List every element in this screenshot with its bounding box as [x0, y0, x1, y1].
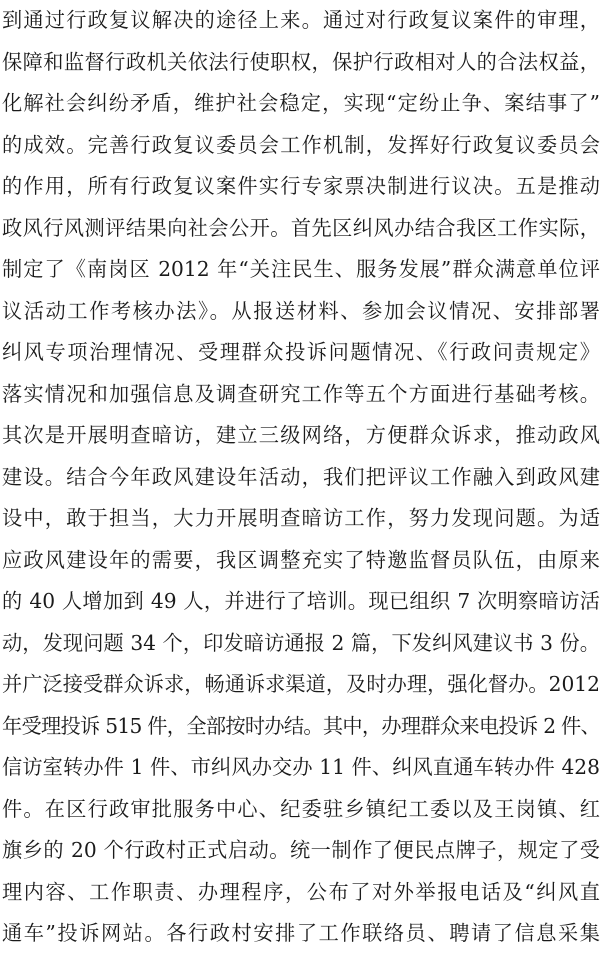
text-line: 件。在区行政审批服务中心、纪委驻乡镇纪工委以及王岗镇、红 — [2, 797, 600, 821]
text-line: 的成效。完善行政复议委员会工作机制，发挥好行政复议委员会 — [2, 133, 600, 157]
text-line: 化解社会纠纷矛盾，维护社会稳定，实现“定纷止争、案结事了” — [2, 91, 600, 115]
text-line: 信访室转办件 1 件、市纠风办交办 11 件、纠风直通车转办件 428 — [2, 755, 600, 779]
text-line: 落实情况和加强信息及调查研究工作等五个方面进行基础考核。 — [2, 382, 600, 406]
text-line: 设中，敢于担当，大力开展明查暗访工作，努力发现问题。为适 — [2, 506, 600, 530]
text-line: 年受理投诉 515 件，全部按时办结。其中，办理群众来电投诉 2 件、 — [2, 714, 600, 738]
text-line: 建设。结合今年政风建设年活动，我们把评议工作融入到政风建 — [2, 465, 600, 489]
text-line: 并广泛接受群众诉求，畅通诉求渠道，及时办理，强化督办。2012 — [2, 672, 600, 696]
text-line: 制定了《南岗区 2012 年“关注民生、服务发展”群众满意单位评 — [2, 257, 600, 281]
text-line: 政风行风测评结果向社会公开。首先区纠风办结合我区工作实际， — [2, 216, 600, 240]
text-line: 保障和监督行政机关依法行使职权，保护行政相对人的合法权益， — [2, 50, 600, 74]
text-line: 的 40 人增加到 49 人，并进行了培训。现已组织 7 次明察暗访活 — [2, 589, 600, 613]
text-line: 其次是开展明查暗访，建立三级网络，方便群众诉求，推动政风 — [2, 423, 600, 447]
text-line: 理内容、工作职责、办理程序，公布了对外举报电话及“纠风直 — [2, 880, 600, 904]
text-line: 应政风建设年的需要，我区调整充实了特邀监督员队伍，由原来 — [2, 548, 600, 572]
text-line: 到通过行政复议解决的途径上来。通过对行政复议案件的审理， — [2, 8, 600, 32]
text-line: 旗乡的 20 个行政村正式启动。统一制作了便民点牌子，规定了受 — [2, 838, 600, 862]
text-line: 动，发现问题 34 个，印发暗访通报 2 篇，下发纠风建议书 3 份。 — [2, 631, 600, 655]
text-line: 纠风专项治理情况、受理群众投诉问题情况、《行政问责规定》 — [2, 340, 600, 364]
text-line: 的作用，所有行政复议案件实行专家票决制进行议决。五是推动 — [2, 174, 600, 198]
text-line: 议活动工作考核办法》。从报送材料、参加会议情况、安排部署 — [2, 299, 600, 323]
text-line: 通车”投诉网站。各行政村安排了工作联络员、聘请了信息采集 — [2, 921, 600, 945]
